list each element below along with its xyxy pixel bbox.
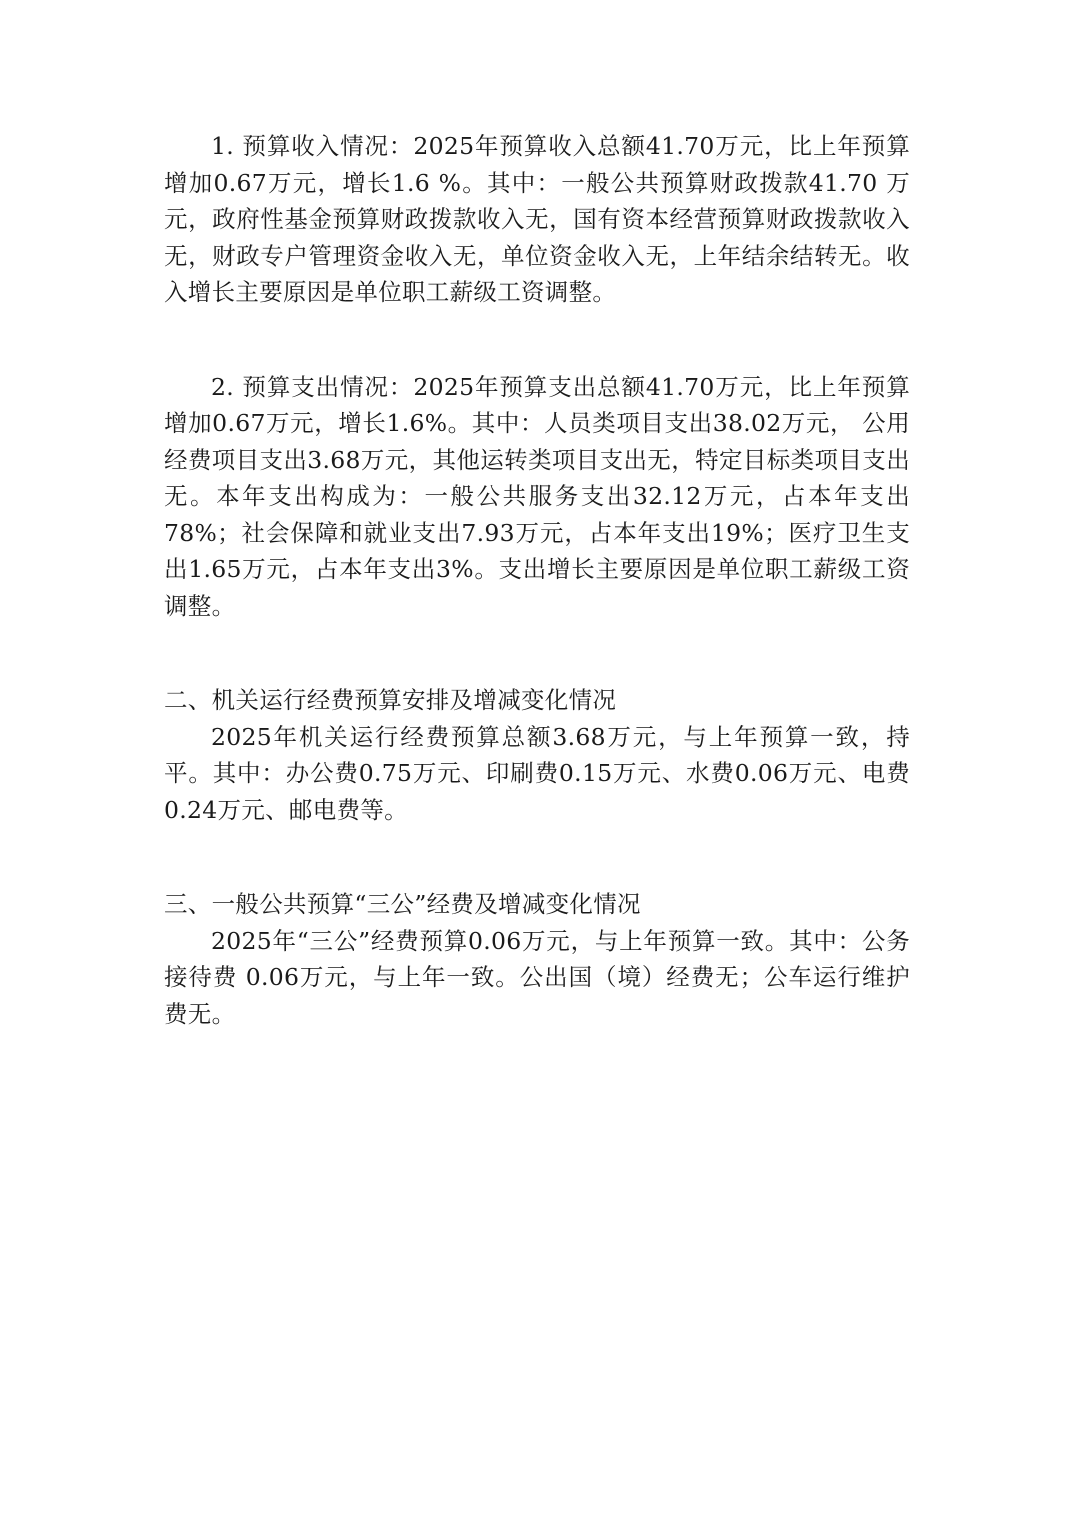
operating-expenses-paragraph: 2025年机关运行经费预算总额3.68万元，与上年预算一致，持平。其中：办公费0.75万元、印刷费0.15万元、水费0.06万元、电费0.24万元、邮电费等。 [164,722,910,824]
section-spacer [164,828,910,886]
paragraph-spacer [164,311,910,369]
budget-expenditure-paragraph: 2. 预算支出情况：2025年预算支出总额41.70万元，比上年预算增加0.67万元，增长1.6%。其中：人员类项目支出38.02万元， 公用经费项目支出3.68万元，其他运转类项目支出无，特定目标类项目支出无。本年支出构成为：一般公共服务支出32.12万元，占本年支出78%；社会保障和就业支出7.93万元，占本年支出19%；医疗卫生支出1.65万元，占本年支出3%。支出增长主要原因是单位职工薪级工资调整。 [164,372,910,620]
document-body [164,128,910,1032]
operating-expenses-heading: 二、机关运行经费预算安排及增减变化情况 [164,686,617,714]
budget-income-paragraph: 1. 预算收入情况：2025年预算收入总额41.70万元，比上年预算增加0.67万元，增长1.6 %。其中：一般公共预算财政拨款41.70 万元，政府性基金预算财政拨款收入无，国有资本经营预算财政拨款收入无，财政专户管理资金收入无，单位资金收入无，上年结余结转无。收入增长主要原因是单位职工薪级工资调整。 [164,132,910,306]
three-public-expenses-heading: 三、一般公共预算“三公”经费及增减变化情况 [164,890,641,918]
three-public-expenses-paragraph: 2025年“三公”经费预算0.06万元，与上年预算一致。其中：公务接待费 0.06万元，与上年一致。公出国（境）经费无；公车运行维护费无。 [164,926,910,1028]
section-spacer [164,624,910,682]
